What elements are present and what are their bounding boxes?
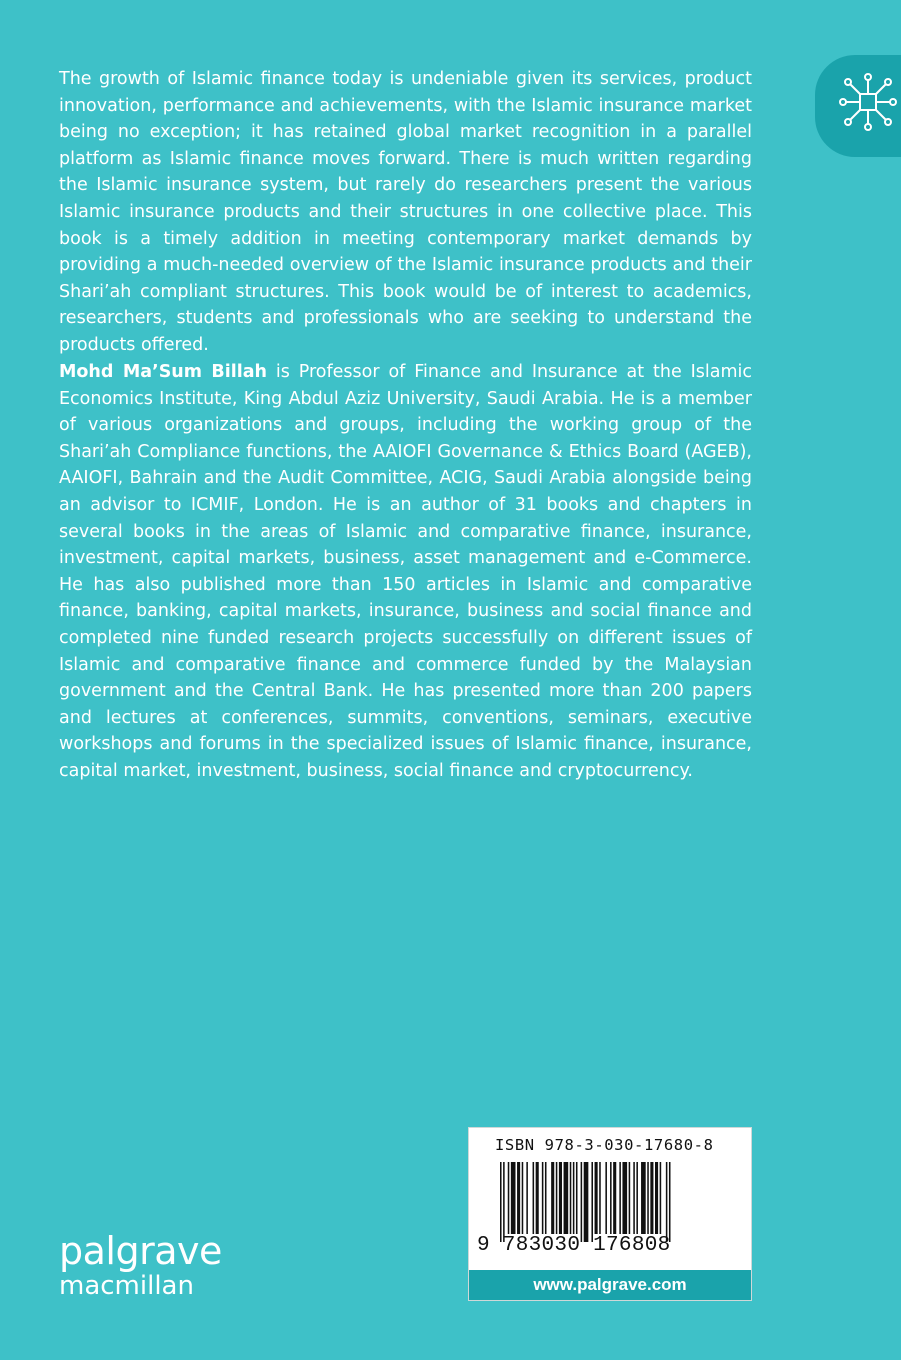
barcode-bar — [650, 1162, 653, 1234]
barcode-bar — [655, 1162, 658, 1234]
barcode-bar — [508, 1162, 510, 1234]
barcode-bar — [517, 1162, 520, 1234]
barcode-bar — [556, 1162, 558, 1234]
publisher-logo-line1: palgrave — [59, 1229, 222, 1273]
barcode-bar — [536, 1162, 539, 1234]
barcode-bar — [533, 1162, 535, 1234]
barcode-bar — [581, 1162, 583, 1242]
barcode-bar — [522, 1162, 524, 1234]
barcode-bar — [633, 1162, 635, 1234]
barcode-bar — [599, 1162, 601, 1234]
barcode-bar — [570, 1162, 572, 1234]
barcode-bar — [666, 1162, 668, 1242]
isbn-label: ISBN 978-3-030-17680-8 — [495, 1136, 714, 1154]
barcode-bar — [660, 1162, 662, 1234]
barcode-bar — [641, 1162, 646, 1234]
barcode-bar — [613, 1162, 616, 1234]
barcode-bar — [564, 1162, 569, 1234]
barcode-bar — [619, 1162, 621, 1234]
barcode-bar — [500, 1162, 502, 1242]
barcode-bar — [636, 1162, 638, 1234]
series-badge — [815, 55, 901, 157]
barcode-bar — [576, 1162, 578, 1234]
barcode-bar — [503, 1162, 505, 1242]
barcode-bar — [542, 1162, 544, 1234]
barcode-digits: 9 783030 176808 — [477, 1234, 671, 1257]
barcode-bar — [584, 1162, 589, 1242]
book-description: The growth of Islamic finance today is undeniable given its services, product innovation, performance and achievements, with the Islamic insurance market being no exception; it has retained global market recognition in a parallel platform as Islamic finance moves forward. There is much written regarding the Islamic insurance system, but rarely do researchers present the various Islamic insurance products and their structures in one collective place. This book is a timely addition in meeting contemporary market demands by providing a much-needed overview of the Islamic insurance products and their Shari’ah compliant structures. This book would be of interest to academics, researchers, students and professionals who are seeking to understand the products offered. — [59, 69, 752, 355]
author-biography — [59, 359, 752, 785]
isbn-barcode-block — [468, 1127, 752, 1301]
barcode-bar — [605, 1162, 607, 1234]
barcode-bar — [591, 1162, 593, 1242]
barcode-bar — [551, 1162, 554, 1234]
barcode-bar — [622, 1162, 627, 1234]
barcode-bar — [669, 1162, 671, 1242]
barcode-bar — [595, 1162, 598, 1234]
barcode-bar — [629, 1162, 631, 1234]
barcode-bar — [559, 1162, 562, 1234]
publisher-logo-line2: macmillan — [59, 1271, 194, 1301]
publisher-website: www.palgrave.com — [469, 1270, 751, 1300]
barcode-bar — [647, 1162, 649, 1234]
barcode-bar — [573, 1162, 575, 1234]
barcode-bar — [545, 1162, 547, 1234]
barcode-bar — [511, 1162, 516, 1234]
author-name: Mohd Ma’Sum Billah — [59, 362, 268, 382]
barcode-bar — [526, 1162, 528, 1234]
author-bio-text: is Professor of Finance and Insurance at the Islamic Economics Institute, King Abdul Aziz University, Saudi Arabia. He is a member of various organizations and groups, including the working group of the Shari’ah Compliance functions, the AAIOFI Governance & Ethics Board (AGEB), AAIOFI, Bahrain and the Audit Committee, ACIG, Saudi Arabia alongside being an advisor to ICMIF, London. He is an author of 31 books and chapters in several books in the areas of Islamic and comparative finance, insurance, investment, capital markets, business, asset management and e-Commerce. He has also published more than 150 articles in Islamic and comparative finance, banking, capital markets, insurance, business and social finance and completed nine funded research projects successfully on different issues of Islamic and comparative finance and commerce funded by the Malaysian government and the Central Bank. He has presented more than 200 papers and lectures at conferences, summits, conventions, seminars, executive workshops and forums in the specialized issues of Islamic finance, insurance, capital market, investment, business, social finance and cryptocurrency. — [59, 362, 752, 781]
publisher-logo — [59, 1229, 222, 1302]
network-node-icon — [837, 69, 899, 135]
barcode-bar — [610, 1162, 612, 1234]
